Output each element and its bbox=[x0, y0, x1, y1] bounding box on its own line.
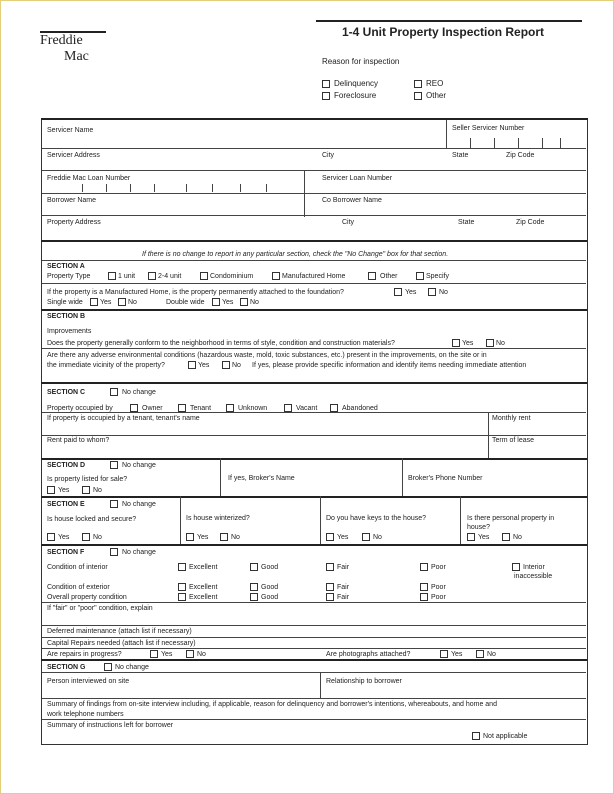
reason-reo-label: REO bbox=[426, 79, 444, 88]
property-type-label: Property Type bbox=[47, 273, 91, 280]
interior-inaccessible-label-2: inaccessible bbox=[514, 573, 553, 580]
row-rule bbox=[42, 435, 586, 436]
double-wide-yes-checkbox[interactable] bbox=[212, 298, 220, 306]
section-d-no-change-label: No change bbox=[122, 462, 156, 469]
single-wide-label: Single wide bbox=[47, 299, 83, 306]
manufactured-no-label: No bbox=[439, 289, 448, 296]
photos-yes-label: Yes bbox=[451, 651, 463, 658]
photos-no-checkbox[interactable] bbox=[476, 650, 484, 658]
winterized-yes-label: Yes bbox=[197, 534, 209, 541]
double-wide-no-checkbox[interactable] bbox=[240, 298, 248, 306]
deferred-maintenance-label: Deferred maintenance (attach list if necessary) bbox=[47, 628, 192, 635]
double-wide-no-label: No bbox=[250, 299, 259, 306]
interior-inaccessible-label-1: Interior bbox=[523, 564, 545, 571]
interior-condition-label: Condition of interior bbox=[47, 564, 108, 571]
tick bbox=[212, 184, 213, 192]
exterior-fair-checkbox[interactable] bbox=[326, 583, 334, 591]
interior-excellent-label: Excellent bbox=[189, 564, 218, 571]
winterized-yes-checkbox[interactable] bbox=[186, 533, 194, 541]
repairs-no-label: No bbox=[197, 651, 206, 658]
occupied-unknown-label: Unknown bbox=[238, 405, 268, 412]
summary-findings-line1: Summary of findings from on-site interview including, if applicable, reason for delinquency and borrower's intentions, whereabouts, and home and bbox=[47, 701, 497, 708]
tick bbox=[560, 138, 561, 148]
section-c-rule bbox=[41, 382, 587, 384]
row-rule bbox=[42, 672, 586, 673]
occupied-vacant-label: Vacant bbox=[296, 405, 318, 412]
overall-fair-checkbox[interactable] bbox=[326, 593, 334, 601]
single-wide-yes-checkbox[interactable] bbox=[90, 298, 98, 306]
exterior-excellent-checkbox[interactable] bbox=[178, 583, 186, 591]
personal-property-question-line2: house? bbox=[467, 524, 490, 531]
interior-excellent-checkbox[interactable] bbox=[178, 563, 186, 571]
tick bbox=[186, 184, 187, 192]
row-rule bbox=[42, 637, 586, 638]
divider bbox=[460, 496, 461, 544]
interior-inaccessible-checkbox[interactable] bbox=[512, 563, 520, 571]
type-other-label: Other bbox=[380, 273, 398, 280]
section-c-no-change-label: No change bbox=[122, 389, 156, 396]
improvements-label: Improvements bbox=[47, 328, 92, 335]
occupied-unknown-checkbox[interactable] bbox=[226, 404, 234, 412]
exterior-good-label: Good bbox=[261, 584, 279, 591]
occupied-vacant-checkbox[interactable] bbox=[284, 404, 292, 412]
section-c-no-change-checkbox[interactable] bbox=[110, 388, 118, 396]
section-f-title: SECTION F bbox=[47, 549, 85, 556]
overall-excellent-label: Excellent bbox=[189, 594, 218, 601]
double-wide-label: Double wide bbox=[166, 299, 205, 306]
keys-no-label: No bbox=[373, 534, 382, 541]
seller-servicer-number-label: Seller Servicer Number bbox=[452, 125, 525, 132]
exterior-fair-label: Fair bbox=[337, 584, 350, 591]
conform-yes-checkbox[interactable] bbox=[452, 339, 460, 347]
winterized-no-label: No bbox=[231, 534, 240, 541]
overall-fair-label: Fair bbox=[337, 594, 350, 601]
section-g-no-change-label: No change bbox=[115, 664, 149, 671]
manufactured-no-checkbox[interactable] bbox=[428, 288, 436, 296]
photos-yes-checkbox[interactable] bbox=[440, 650, 448, 658]
listed-for-sale-label: Is property listed for sale? bbox=[47, 476, 128, 483]
personal-property-question-line1: Is there personal property in bbox=[467, 515, 555, 522]
single-wide-yes-label: Yes bbox=[100, 299, 112, 306]
section-e-rule bbox=[41, 496, 587, 498]
row-rule bbox=[42, 348, 586, 349]
state-label: State bbox=[452, 152, 469, 159]
not-applicable-checkbox[interactable] bbox=[472, 732, 480, 740]
section-a-title: SECTION A bbox=[47, 263, 85, 270]
type-manufactured-checkbox[interactable] bbox=[272, 272, 280, 280]
section-e-title: SECTION E bbox=[47, 501, 85, 508]
occupied-owner-label: Owner bbox=[142, 405, 163, 412]
occupied-abandoned-checkbox[interactable] bbox=[330, 404, 338, 412]
section-d-no-change-checkbox[interactable] bbox=[110, 461, 118, 469]
environment-question-line2: the immediate vicinity of the property? bbox=[47, 362, 165, 369]
photos-no-label: No bbox=[487, 651, 496, 658]
fair-poor-explain-label: If "fair" or "poor" condition, explain bbox=[47, 605, 153, 612]
type-specify-checkbox[interactable] bbox=[416, 272, 424, 280]
section-f-no-change-label: No change bbox=[122, 549, 156, 556]
personal-no-checkbox[interactable] bbox=[502, 533, 510, 541]
reason-delinquency-label: Delinquency bbox=[334, 79, 379, 88]
environment-explain: If yes, please provide specific information and identify items needing immediate attention bbox=[252, 362, 527, 369]
logo-line1: Freddie bbox=[40, 33, 83, 48]
divider bbox=[220, 458, 221, 496]
form-top-rule bbox=[41, 118, 588, 120]
section-d-rule bbox=[41, 458, 587, 460]
section-d-title: SECTION D bbox=[47, 462, 86, 469]
section-f-no-change-checkbox[interactable] bbox=[110, 548, 118, 556]
co-borrower-name-label: Co Borrower Name bbox=[322, 197, 382, 204]
listed-no-checkbox[interactable] bbox=[82, 486, 90, 494]
reason-foreclosure-checkbox[interactable] bbox=[322, 92, 330, 100]
zip-label: Zip Code bbox=[506, 152, 535, 159]
divider bbox=[402, 458, 403, 496]
section-b-rule bbox=[41, 309, 587, 311]
term-of-lease-label: Term of lease bbox=[492, 437, 535, 444]
section-g-rule bbox=[41, 659, 587, 661]
double-wide-yes-label: Yes bbox=[222, 299, 234, 306]
tick bbox=[470, 138, 471, 148]
listed-yes-label: Yes bbox=[58, 487, 70, 494]
exterior-excellent-label: Excellent bbox=[189, 584, 218, 591]
summary-findings-line2: work telephone numbers bbox=[47, 711, 124, 718]
relationship-label: Relationship to borrower bbox=[326, 678, 402, 685]
winterized-question: Is house winterized? bbox=[186, 515, 250, 522]
section-g-no-change-checkbox[interactable] bbox=[104, 663, 112, 671]
type-manufactured-label: Manufactured Home bbox=[282, 273, 346, 280]
repairs-yes-checkbox[interactable] bbox=[150, 650, 158, 658]
tick bbox=[240, 184, 241, 192]
conform-question: Does the property generally conform to the neighborhood in terms of style, condition and construction materials? bbox=[47, 340, 395, 347]
monthly-rent-label: Monthly rent bbox=[492, 415, 531, 422]
overall-condition-label: Overall property condition bbox=[47, 594, 127, 601]
interior-fair-label: Fair bbox=[337, 564, 350, 571]
servicer-loan-number-label: Servicer Loan Number bbox=[322, 175, 393, 182]
occupied-tenant-checkbox[interactable] bbox=[178, 404, 186, 412]
freddie-mac-logo bbox=[40, 33, 89, 65]
environment-yes-checkbox[interactable] bbox=[188, 361, 196, 369]
section-c-title: SECTION C bbox=[47, 389, 86, 396]
property-zip-label: Zip Code bbox=[516, 219, 545, 226]
occupied-tenant-label: Tenant bbox=[190, 405, 212, 412]
type-specify-label: Specify bbox=[426, 273, 449, 280]
type-condo-checkbox[interactable] bbox=[200, 272, 208, 280]
reason-label: Reason for inspection bbox=[322, 57, 400, 66]
exterior-poor-checkbox[interactable] bbox=[420, 583, 428, 591]
type-other-checkbox[interactable] bbox=[368, 272, 376, 280]
divider bbox=[320, 672, 321, 698]
block-rule bbox=[41, 240, 587, 242]
title-rule bbox=[316, 20, 582, 22]
section-a-rule bbox=[42, 260, 586, 261]
tick bbox=[154, 184, 155, 192]
property-state-label: State bbox=[458, 219, 475, 226]
person-interviewed-label: Person interviewed on site bbox=[47, 678, 130, 685]
locked-yes-label: Yes bbox=[58, 534, 70, 541]
conform-no-label: No bbox=[496, 340, 505, 347]
logo-line2: Mac bbox=[64, 49, 89, 64]
interior-poor-label: Poor bbox=[431, 564, 446, 571]
keys-no-checkbox[interactable] bbox=[362, 533, 370, 541]
overall-good-checkbox[interactable] bbox=[250, 593, 258, 601]
row-rule bbox=[42, 215, 586, 216]
row-rule bbox=[42, 648, 586, 649]
conform-yes-label: Yes bbox=[462, 340, 474, 347]
tick bbox=[494, 138, 495, 148]
broker-phone-label: Broker's Phone Number bbox=[408, 475, 483, 482]
locked-no-checkbox[interactable] bbox=[82, 533, 90, 541]
repairs-no-checkbox[interactable] bbox=[186, 650, 194, 658]
single-wide-no-checkbox[interactable] bbox=[118, 298, 126, 306]
manufactured-question: If the property is a Manufactured Home, is the property permanently attached to the foundation? bbox=[47, 289, 344, 296]
reason-delinquency-checkbox[interactable] bbox=[322, 80, 330, 88]
row-rule bbox=[42, 148, 586, 149]
occupied-abandoned-label: Abandoned bbox=[342, 405, 378, 412]
summary-instructions-label: Summary of instructions left for borrower bbox=[47, 722, 174, 729]
locked-question: Is house locked and secure? bbox=[47, 516, 137, 523]
divider bbox=[320, 496, 321, 544]
single-wide-no-label: No bbox=[128, 299, 137, 306]
row-rule bbox=[42, 625, 586, 626]
servicer-address-label: Servicer Address bbox=[47, 152, 100, 159]
type-1unit-label: 1 unit bbox=[118, 273, 136, 280]
form-border bbox=[41, 119, 588, 745]
exterior-condition-label: Condition of exterior bbox=[47, 584, 110, 591]
environment-no-label: No bbox=[232, 362, 241, 369]
environment-question-line1: Are there any adverse environmental conditions (hazardous waste, mold, toxic substances, etc.) present in the improvements, on the site or in bbox=[47, 352, 487, 359]
section-b-title: SECTION B bbox=[47, 313, 86, 320]
interior-fair-checkbox[interactable] bbox=[326, 563, 334, 571]
interior-poor-checkbox[interactable] bbox=[420, 563, 428, 571]
occupied-by-label: Property occupied by bbox=[47, 405, 113, 412]
interior-good-checkbox[interactable] bbox=[250, 563, 258, 571]
tick bbox=[130, 184, 131, 192]
row-rule bbox=[42, 698, 586, 699]
servicer-name-label: Servicer Name bbox=[47, 127, 94, 134]
type-condo-label: Condominium bbox=[210, 273, 254, 280]
section-e-no-change-label: No change bbox=[122, 501, 156, 508]
row-rule bbox=[42, 412, 586, 413]
overall-poor-label: Poor bbox=[431, 594, 446, 601]
row-rule bbox=[42, 602, 586, 603]
tick bbox=[266, 184, 267, 192]
exterior-poor-label: Poor bbox=[431, 584, 446, 591]
broker-name-label: If yes, Broker's Name bbox=[228, 475, 295, 482]
reason-other-label: Other bbox=[426, 91, 447, 100]
photographs-attached-label: Are photographs attached? bbox=[326, 651, 411, 658]
report-title: 1-4 Unit Property Inspection Report bbox=[342, 25, 545, 39]
instruction-text: If there is no change to report in any particular section, check the "No Change" box for that section. bbox=[142, 251, 449, 258]
row-rule bbox=[42, 170, 586, 171]
logo-rule bbox=[40, 31, 106, 33]
personal-no-label: No bbox=[513, 534, 522, 541]
listed-no-label: No bbox=[93, 487, 102, 494]
reason-other-checkbox[interactable] bbox=[414, 92, 422, 100]
occupied-owner-checkbox[interactable] bbox=[130, 404, 138, 412]
type-1unit-checkbox[interactable] bbox=[108, 272, 116, 280]
winterized-no-checkbox[interactable] bbox=[220, 533, 228, 541]
repairs-yes-label: Yes bbox=[161, 651, 173, 658]
manufactured-yes-checkbox[interactable] bbox=[394, 288, 402, 296]
environment-no-checkbox[interactable] bbox=[222, 361, 230, 369]
type-2-4unit-checkbox[interactable] bbox=[148, 272, 156, 280]
locked-no-label: No bbox=[93, 534, 102, 541]
section-f-rule bbox=[41, 544, 587, 546]
capital-repairs-label: Capital Repairs needed (attach list if necessary) bbox=[47, 640, 196, 647]
overall-excellent-checkbox[interactable] bbox=[178, 593, 186, 601]
divider bbox=[446, 120, 447, 148]
tick bbox=[82, 184, 83, 192]
rent-paid-to-label: Rent paid to whom? bbox=[47, 437, 110, 444]
listed-yes-checkbox[interactable] bbox=[47, 486, 55, 494]
locked-yes-checkbox[interactable] bbox=[47, 533, 55, 541]
repairs-in-progress-label: Are repairs in progress? bbox=[47, 651, 122, 658]
loan-number-label: Freddie Mac Loan Number bbox=[47, 175, 131, 182]
environment-yes-label: Yes bbox=[198, 362, 210, 369]
not-applicable-label: Not applicable bbox=[483, 733, 528, 740]
manufactured-yes-label: Yes bbox=[405, 289, 417, 296]
keys-yes-checkbox[interactable] bbox=[326, 533, 334, 541]
divider bbox=[180, 496, 181, 544]
section-e-no-change-checkbox[interactable] bbox=[110, 500, 118, 508]
keys-question: Do you have keys to the house? bbox=[326, 515, 427, 522]
tick bbox=[106, 184, 107, 192]
keys-yes-label: Yes bbox=[337, 534, 349, 541]
reason-reo-checkbox[interactable] bbox=[414, 80, 422, 88]
overall-poor-checkbox[interactable] bbox=[420, 593, 428, 601]
borrower-name-label: Borrower Name bbox=[47, 197, 97, 204]
property-city-label: City bbox=[342, 219, 355, 226]
personal-yes-checkbox[interactable] bbox=[467, 533, 475, 541]
conform-no-checkbox[interactable] bbox=[486, 339, 494, 347]
tick bbox=[518, 138, 519, 148]
tenant-name-label: If property is occupied by a tenant, tenant's name bbox=[47, 415, 200, 422]
row-rule bbox=[42, 193, 586, 194]
city-label: City bbox=[322, 152, 335, 159]
section-g-title: SECTION G bbox=[47, 664, 86, 671]
exterior-good-checkbox[interactable] bbox=[250, 583, 258, 591]
tick bbox=[542, 138, 543, 148]
interior-good-label: Good bbox=[261, 564, 279, 571]
reason-foreclosure-label: Foreclosure bbox=[334, 91, 377, 100]
personal-yes-label: Yes bbox=[478, 534, 490, 541]
row-rule bbox=[42, 283, 586, 284]
property-address-label: Property Address bbox=[47, 219, 101, 226]
overall-good-label: Good bbox=[261, 594, 279, 601]
row-rule bbox=[42, 719, 586, 720]
type-2-4unit-label: 2-4 unit bbox=[158, 273, 182, 280]
